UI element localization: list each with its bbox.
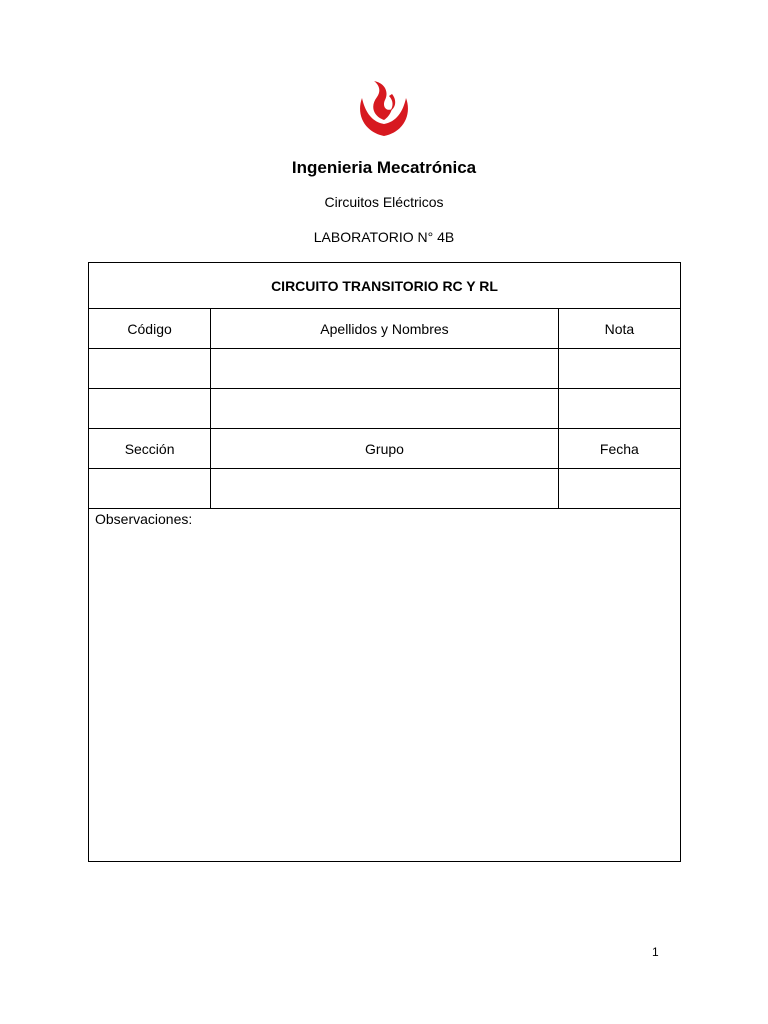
upc-flame-logo-icon: [356, 80, 412, 144]
apellidos-cell-2: [211, 389, 559, 429]
codigo-cell-2: [89, 389, 211, 429]
codigo-cell-1: [89, 349, 211, 389]
student-row-1: [89, 349, 681, 389]
apellidos-cell-1: [211, 349, 559, 389]
seccion-label: Sección: [89, 429, 211, 469]
grupo-cell: [211, 469, 559, 509]
group-row: [89, 469, 681, 509]
page-number: 1: [652, 945, 659, 959]
cover-form-table: [88, 262, 681, 862]
observaciones-label: Observaciones:: [95, 511, 193, 527]
nota-label: Nota: [558, 309, 680, 349]
codigo-label: Código: [89, 309, 211, 349]
page-title: Ingenieria Mecatrónica: [291, 158, 477, 177]
header-row-group: [89, 429, 681, 469]
grupo-label: Grupo: [211, 429, 559, 469]
form-heading-row: [89, 263, 681, 309]
fecha-cell: [558, 469, 680, 509]
nota-cell-2: [558, 389, 680, 429]
observaciones-row: [89, 509, 681, 862]
nota-cell-1: [558, 349, 680, 389]
lab-number: LABORATORIO N° 4B: [313, 229, 455, 245]
fecha-label: Fecha: [558, 429, 680, 469]
seccion-cell: [89, 469, 211, 509]
form-heading: CIRCUITO TRANSITORIO RC Y RL: [89, 263, 681, 309]
student-row-2: [89, 389, 681, 429]
apellidos-nombres-label: Apellidos y Nombres: [211, 309, 559, 349]
course-name: Circuitos Eléctricos: [324, 194, 444, 210]
header-row-student: [89, 309, 681, 349]
observaciones-box: [89, 509, 681, 862]
